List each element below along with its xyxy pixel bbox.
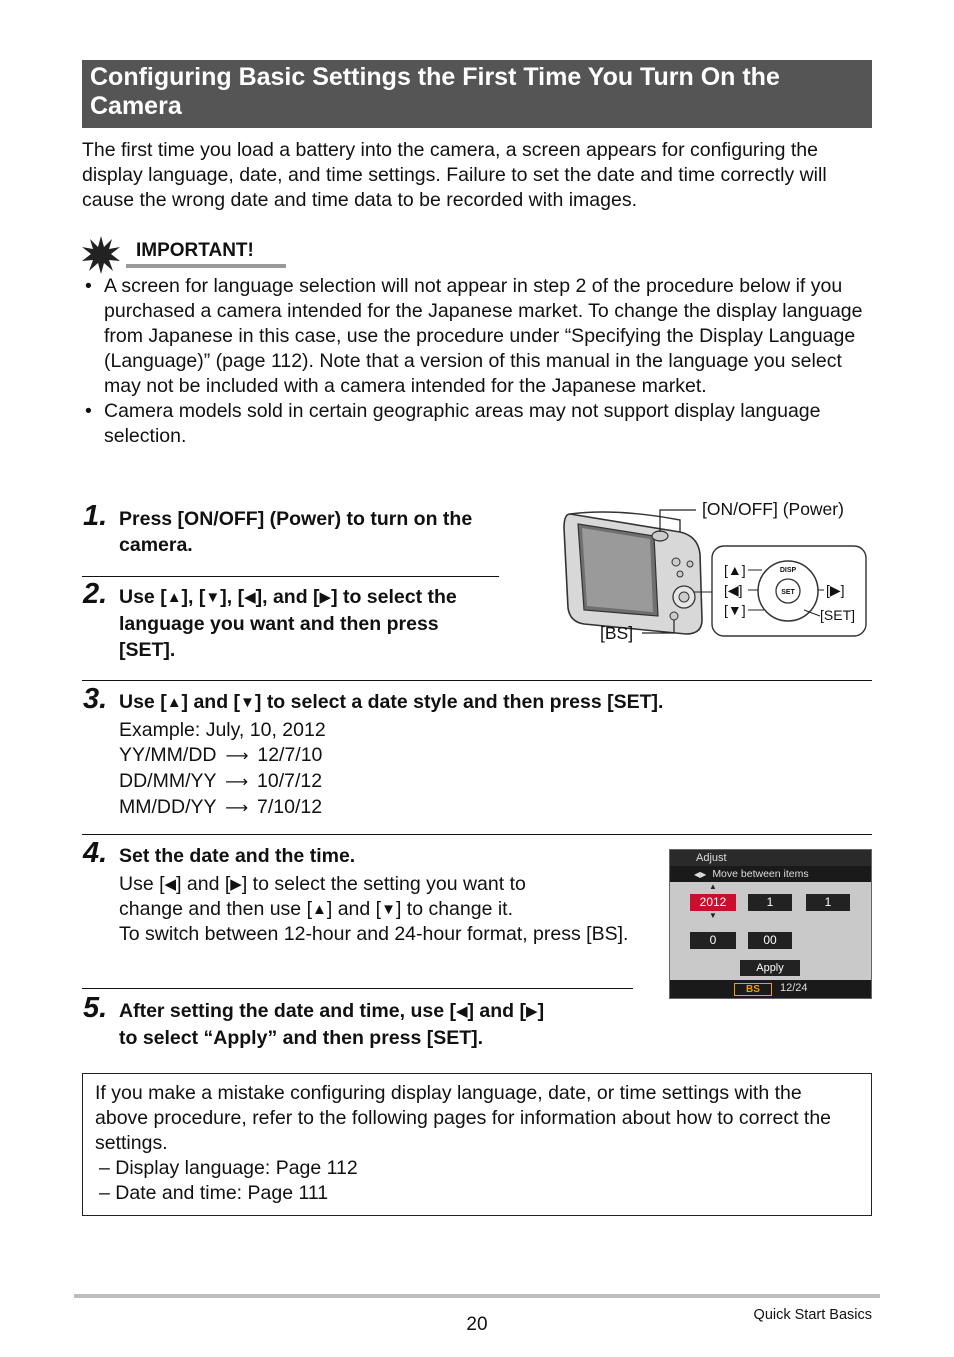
arrow-icon: ⟶ — [225, 800, 249, 817]
divider — [82, 576, 499, 577]
lcd-year-field: 2012 — [690, 894, 736, 911]
down-key-label: [▼] — [724, 602, 746, 618]
camera-figure — [556, 492, 872, 670]
lcd-format: 12/24 — [780, 982, 808, 994]
down-arrow-icon: ▼ — [381, 901, 396, 918]
section-name: Quick Start Basics — [753, 1307, 872, 1323]
footer-divider — [74, 1294, 880, 1298]
important-heading — [82, 236, 286, 270]
important-underline — [126, 264, 286, 268]
step-3-example: Example: July, 10, 2012 YY/MM/DD ⟶ 12/7/10 DD/MM/YY ⟶ 10/7/12 MM/DD/YY ⟶ 7/10/12 — [119, 718, 519, 821]
note-text: If you make a mistake configuring display language, date, or time settings with the above procedure, refer to the following pages for information about how to correct the settings. — [95, 1082, 832, 1154]
divider — [82, 988, 633, 989]
svg-text:DISP: DISP — [779, 567, 797, 574]
note-box — [82, 1073, 872, 1216]
divider — [82, 680, 872, 681]
burst-icon — [82, 236, 120, 274]
step-4-body: Use [◀] and [▶] to select the setting you want to change and then use [▲] and [▼] to change it. To switch between 12-hour and 24-hour format, press [BS]. — [119, 873, 629, 945]
page-number: 20 — [466, 1314, 488, 1335]
up-key-label: [▲] — [724, 562, 746, 578]
down-arrow-icon: ▼ — [240, 694, 255, 711]
up-arrow-icon: ▲ — [166, 694, 182, 711]
lcd-title: Adjust — [670, 850, 871, 866]
date-format-row: YY/MM/DD ⟶ 12/7/10 — [119, 743, 519, 769]
svg-text:SET: SET — [781, 589, 795, 596]
step-5-number: 5. — [83, 992, 108, 1024]
lcd-down-icon: ▼ — [709, 911, 717, 920]
right-arrow-icon: ▶ — [319, 589, 332, 606]
right-arrow-icon: ▶ — [230, 876, 242, 893]
date-format-row: DD/MM/YY ⟶ 10/7/12 — [119, 769, 519, 795]
lcd-hour-field: 0 — [690, 932, 736, 949]
date-format-row: MM/DD/YY ⟶ 7/10/12 — [119, 795, 519, 821]
lcd-bs-badge: BS — [734, 983, 772, 996]
arrow-icon: ⟶ — [225, 748, 249, 765]
set-key-label: [SET] — [820, 607, 856, 623]
lcd-screen — [669, 849, 872, 999]
left-key-label: [◀] — [724, 582, 743, 598]
step-2-number: 2. — [83, 578, 108, 610]
up-arrow-icon: ▲ — [312, 901, 327, 918]
lcd-minute-field: 00 — [748, 932, 792, 949]
right-key-label: [▶] — [826, 582, 845, 598]
list-item: • A screen for language selection will not appear in step 2 of the procedure below if you purchased a camera intended for the Japanese market. To change the display language from Japanese in this case, use the procedure under “Specifying the Display Language (Language)” (page 112). Note that a version of this manual in the language you select may not be included with a camera intended for the Japanese market. — [82, 274, 874, 399]
lcd-hint: ◀▶ Move between items — [670, 866, 871, 882]
important-label: IMPORTANT! — [136, 240, 254, 261]
step-4-number: 4. — [83, 837, 108, 869]
step-3-text: Use [▲] and [▼] to select a date style and then press [SET]. — [119, 689, 869, 716]
onoff-label: [ON/OFF] (Power) — [702, 499, 844, 519]
step-5-text: After setting the date and time, use [◀] and [▶] to select “Apply” and then press [SET]. — [119, 1000, 545, 1049]
step-2-text: Use [▲], [▼], [◀], and [▶] to select the language you want and then press [SET]. — [119, 586, 457, 661]
list-item: • Camera models sold in certain geographic areas may not support display language selection. — [82, 399, 874, 449]
right-arrow-icon: ▶ — [526, 1003, 538, 1020]
arrow-icon: ⟶ — [225, 774, 249, 791]
down-arrow-icon: ▼ — [205, 589, 221, 606]
camera-body-icon — [564, 512, 702, 634]
important-list — [82, 274, 874, 449]
step-4-heading: Set the date and the time. — [119, 845, 356, 867]
lcd-month-field: 1 — [748, 894, 792, 911]
left-arrow-icon: ◀ — [455, 1003, 468, 1020]
step-1-text: Press [ON/OFF] (Power) to turn on the camera. — [119, 508, 473, 556]
up-arrow-icon: ▲ — [166, 589, 182, 606]
note-item: – Date and time: Page 111 — [99, 1182, 329, 1204]
divider — [82, 834, 872, 835]
lcd-apply-button: Apply — [740, 960, 800, 976]
page-title: Configuring Basic Settings the First Time You Turn On the Camera — [82, 60, 872, 128]
intro-paragraph: The first time you load a battery into the camera, a screen appears for configuring the display language, date, and time settings. Failure to set the date and time correctly will cause the wrong date and time data to be recorded with images. — [82, 139, 827, 211]
note-item: – Display language: Page 112 — [99, 1157, 358, 1179]
lcd-up-icon: ▲ — [709, 882, 717, 891]
left-arrow-icon: ◀ — [244, 589, 256, 606]
step-1-number: 1. — [83, 500, 108, 532]
lcd-footer — [670, 980, 871, 998]
lr-arrows-icon: ◀▶ — [694, 870, 707, 879]
lcd-day-field: 1 — [806, 894, 850, 911]
left-arrow-icon: ◀ — [164, 876, 177, 893]
bs-label: [BS] — [600, 623, 634, 643]
step-3-number: 3. — [83, 683, 108, 715]
